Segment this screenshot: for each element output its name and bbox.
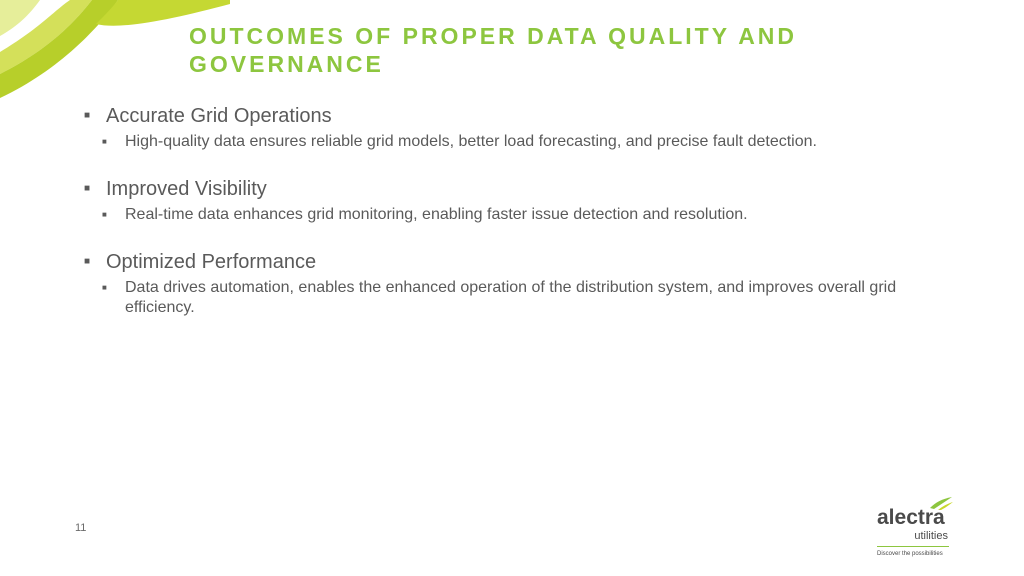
alectra-logo bbox=[870, 494, 960, 564]
section-detail: Real-time data enhances grid monitoring, enabling faster issue detection and resolution. bbox=[125, 206, 748, 223]
square-bullet-icon: ■ bbox=[84, 110, 91, 121]
section-heading: Optimized Performance bbox=[106, 251, 317, 273]
logo-tagline: Discover the possibilities bbox=[877, 551, 943, 557]
square-bullet-icon: ■ bbox=[84, 256, 91, 267]
section-heading: Accurate Grid Operations bbox=[106, 105, 332, 127]
logo-divider bbox=[877, 546, 949, 547]
slide-title: OUTCOMES OF PROPER DATA QUALITY AND GOVERNANCE bbox=[189, 23, 798, 77]
square-bullet-icon: ■ bbox=[102, 210, 107, 219]
level2-item bbox=[102, 205, 944, 225]
section-improved-visibility bbox=[84, 176, 944, 225]
section-optimized-performance bbox=[84, 249, 944, 318]
square-bullet-icon: ■ bbox=[84, 183, 91, 194]
logo-wordmark: alectra bbox=[877, 506, 945, 529]
level1-item bbox=[84, 176, 944, 202]
square-bullet-icon: ■ bbox=[102, 283, 107, 292]
level2-item bbox=[102, 132, 944, 152]
section-heading: Improved Visibility bbox=[106, 178, 267, 200]
level1-item bbox=[84, 249, 944, 275]
level1-item bbox=[84, 103, 944, 129]
section-accurate-grid-operations bbox=[84, 103, 944, 152]
bullet-list bbox=[84, 103, 944, 318]
square-bullet-icon: ■ bbox=[102, 137, 107, 146]
page-number: 11 bbox=[75, 522, 87, 534]
logo-subtitle: utilities bbox=[914, 530, 948, 542]
section-detail: Data drives automation, enables the enhanced operation of the distribution system, and improves overall grid efficiency. bbox=[125, 279, 897, 316]
section-detail: High-quality data ensures reliable grid models, better load forecasting, and precise fault detection. bbox=[125, 133, 817, 150]
level2-item bbox=[102, 278, 944, 318]
